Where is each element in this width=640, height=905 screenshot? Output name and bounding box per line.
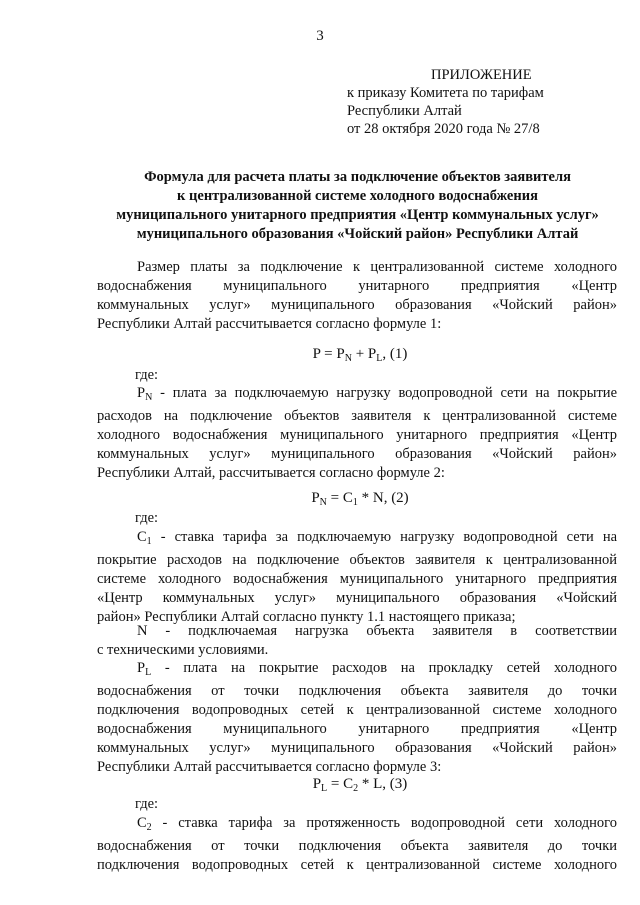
paragraph-c1 xyxy=(97,528,617,627)
text-line: коммунальных услуг» муниципального образования «Чойский район» xyxy=(97,446,617,462)
where-label: где: xyxy=(135,510,159,526)
text-line: подключения водопроводных сетей к централизованной системе холодного xyxy=(97,857,617,873)
text-line: Размер платы за подключение к централизованной системе холодного xyxy=(137,259,617,275)
formula-2: $P_N = C_1 * N$, (2) xyxy=(311,490,409,508)
paragraph-intro xyxy=(97,258,617,334)
text-line: с техническими условиями. xyxy=(97,642,269,658)
text-line: Республики Алтай, рассчитывается согласно формуле 2: xyxy=(97,465,445,481)
document-title xyxy=(90,168,625,244)
paragraph-n xyxy=(97,622,617,660)
formula-3: $P_L = C_2 * L$, (3) xyxy=(312,776,408,794)
text-line: $C_2$ - ставка тарифа за протяженность водопроводной сети холодного xyxy=(137,815,617,833)
text-line: покрытие расходов на подключение объектов заявителя к централизованной xyxy=(97,552,617,568)
where-label: где: xyxy=(135,796,159,812)
text-line: водоснабжения муниципального унитарного предприятия «Центр xyxy=(97,721,617,737)
text-line: «Центр коммунальных услуг» муниципального образования «Чойский xyxy=(97,590,617,606)
text-line: район» Республики Алтай согласно пункту 1.1 настоящего приказа; xyxy=(97,609,516,625)
appendix-line: от 28 октября 2020 года № 27/8 xyxy=(347,121,540,137)
paragraph-pn xyxy=(97,384,617,483)
text-line: $P_L$ - плата на покрытие расходов на прокладку сетей холодного xyxy=(137,660,618,678)
text-line: $P_N$ - плата за подключаемую нагрузку водопроводной сети на покрытие xyxy=(137,385,618,403)
text-line: N - подключаемая нагрузка объекта заявителя в соответствии xyxy=(137,623,617,639)
text-line: Республики Алтай рассчитывается согласно формуле 1: xyxy=(97,316,442,332)
where-label: где: xyxy=(135,367,159,383)
text-line: коммунальных услуг» муниципального образования «Чойский район» xyxy=(97,740,617,756)
page-number: 3 xyxy=(316,28,324,44)
title-line: муниципального образования «Чойский район» Республики Алтай xyxy=(136,226,579,242)
title-line: к централизованной системе холодного водоснабжения xyxy=(177,188,538,204)
text-line: водоснабжения от точки подключения объекта заявителя до точки xyxy=(97,838,617,854)
text-line: системе холодного водоснабжения муниципального унитарного предприятия xyxy=(97,571,617,587)
text-line: Республики Алтай рассчитывается согласно формуле 3: xyxy=(97,759,442,775)
appendix-title: ПРИЛОЖЕНИЕ xyxy=(431,67,532,83)
text-line: подключения водопроводных сетей к централизованной системе холодного xyxy=(97,702,617,718)
text-line: водоснабжения от точки подключения объекта заявителя до точки xyxy=(97,683,617,699)
text-line: водоснабжения муниципального унитарного предприятия «Центр xyxy=(97,278,617,294)
text-line: расходов на подключение объектов заявителя к централизованной системе xyxy=(97,408,617,424)
text-line: коммунальных услуг» муниципального образования «Чойский район» xyxy=(97,297,617,313)
appendix-line: Республики Алтай xyxy=(347,103,462,119)
paragraph-c2 xyxy=(97,814,617,875)
text-line: холодного водоснабжения муниципального унитарного предприятия «Центр xyxy=(97,427,617,443)
text-line: $C_1$ - ставка тарифа за подключаемую нагрузку водопроводной сети на xyxy=(137,529,618,547)
appendix-line: к приказу Комитета по тарифам xyxy=(347,85,544,101)
formula-1: $P = P_N + P_L$, (1) xyxy=(312,346,408,364)
title-line: муниципального унитарного предприятия «Центр коммунальных услуг» xyxy=(116,207,599,223)
paragraph-pl xyxy=(97,659,617,777)
appendix-block xyxy=(347,66,544,138)
title-line: Формула для расчета платы за подключение объектов заявителя xyxy=(144,169,571,185)
